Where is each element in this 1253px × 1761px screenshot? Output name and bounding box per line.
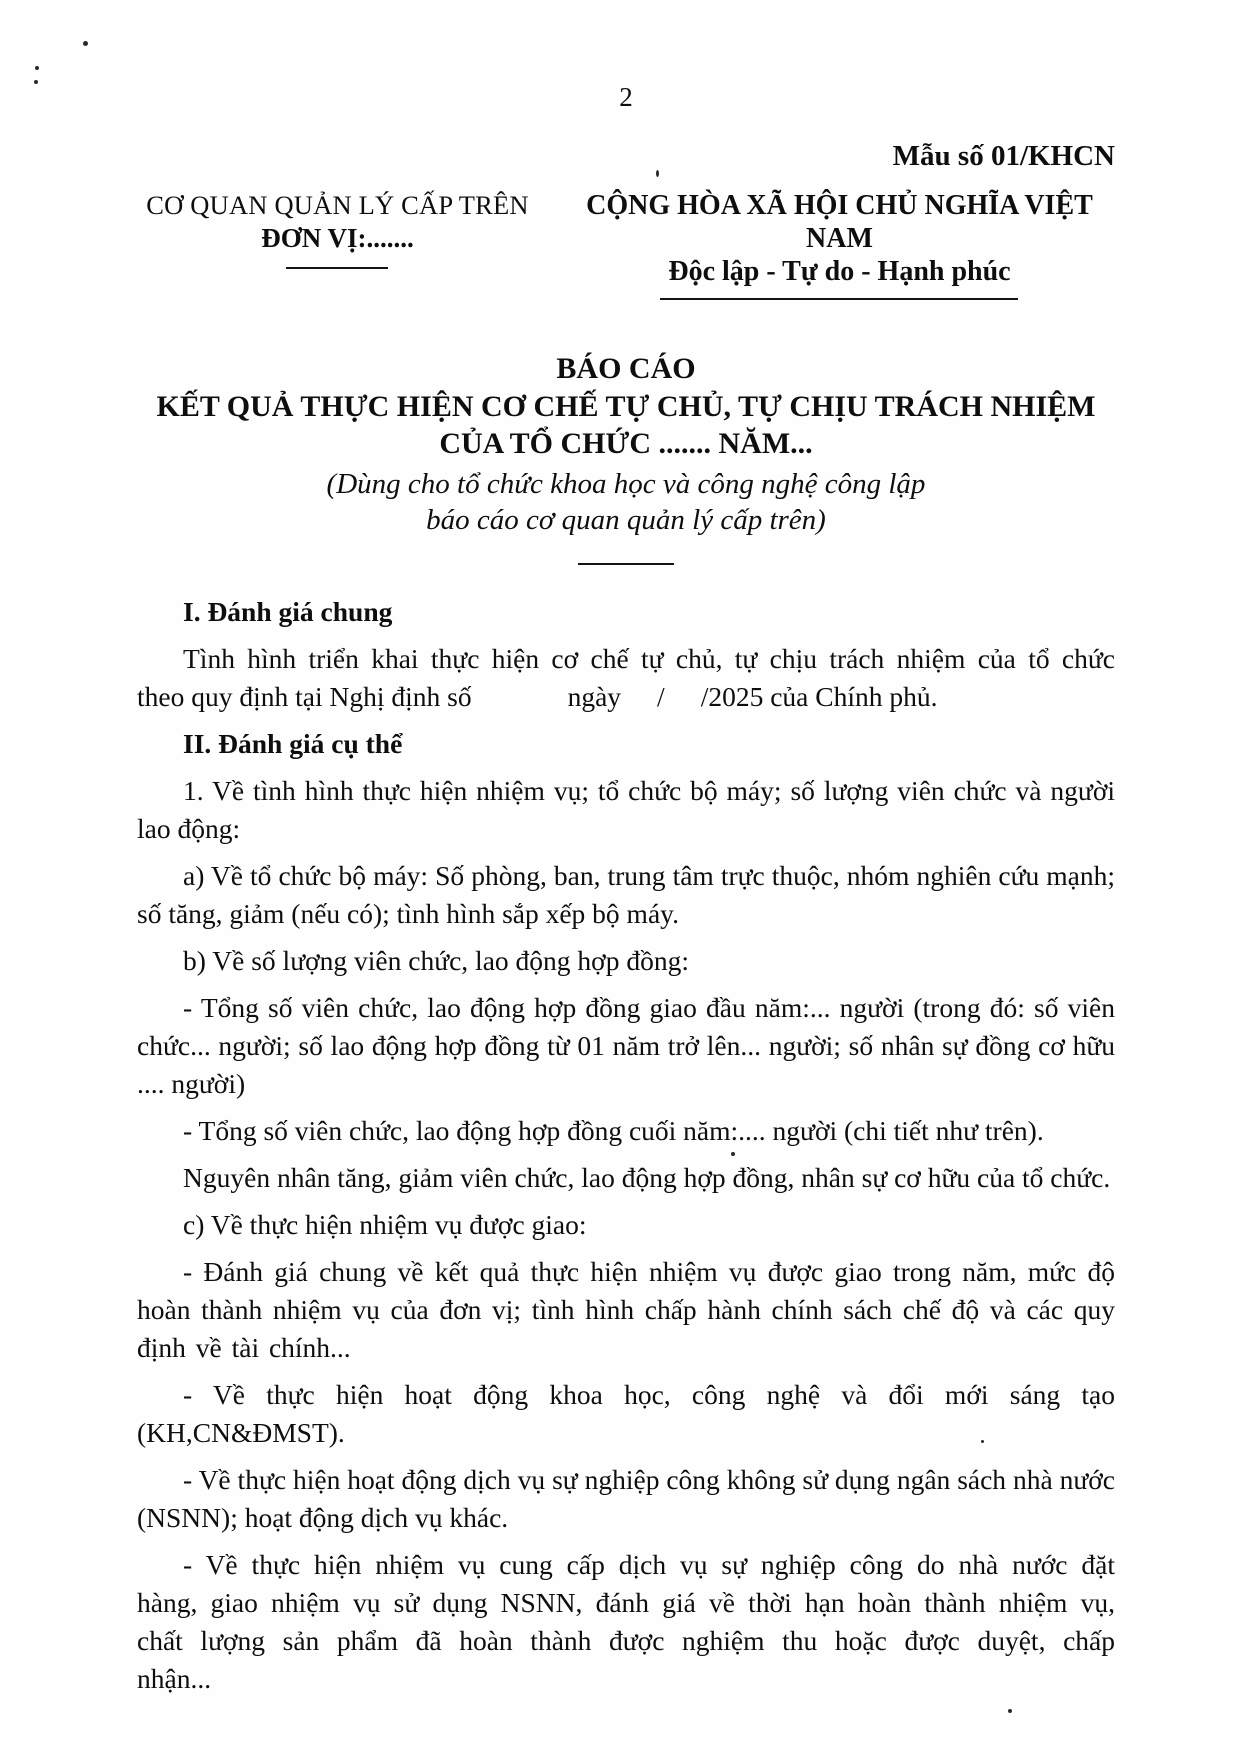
paragraph: - Tổng số viên chức, lao động hợp đồng cuối năm:.... người (chi tiết như trên).	[183, 1114, 1044, 1146]
date-slash: /	[657, 680, 665, 712]
ink-speck	[34, 80, 38, 84]
month-blank	[665, 705, 701, 706]
national-motto-line: Độc lập - Tự do - Hạnh phúc	[668, 256, 1011, 287]
ink-speck	[83, 41, 88, 46]
paragraph: - Về thực hiện hoạt động khoa học, công nghệ và đổi mới sáng tạo (KH,CN&ĐMST).	[137, 1378, 1115, 1448]
intro-line-2	[137, 678, 1115, 716]
unit-line: ĐƠN VỊ:.......	[261, 223, 414, 253]
decree-number-blank	[472, 705, 568, 706]
report-title-line1: BÁO CÁO	[556, 352, 696, 385]
page-content	[137, 0, 1115, 1707]
form-number-label: Mẫu số 01/KHCN	[892, 140, 1115, 172]
paragraph: - Đánh giá chung về kết quả thực hiện nhiệm vụ được giao trong năm, mức độ hoàn thành nhiệm vụ của đơn vị; tình hình chấp hành chính sách chế độ và các quy định về tài chính...	[137, 1255, 1115, 1363]
ink-speck	[1008, 1709, 1012, 1713]
paragraph: 1. Về tình hình thực hiện nhiệm vụ; tổ chức bộ máy; số lượng viên chức và người lao động:	[137, 774, 1115, 844]
paragraph: - Về thực hiện hoạt động dịch vụ sự nghiệp công không sử dụng ngân sách nhà nước (NSNN); hoạt động dịch vụ khác.	[137, 1463, 1115, 1533]
report-title-line3: CỦA TỔ CHỨC ....... NĂM...	[439, 427, 813, 460]
paragraph: - Về thực hiện nhiệm vụ cung cấp dịch vụ sự nghiệp công do nhà nước đặt hàng, giao nhiệm vụ sử dụng NSNN, đánh giá về thời hạn hoàn thành nhiệm vụ, chất lượng sản phẩm đã hoàn thành được nghiệm thu hoặc được duyệt, chấp nhận...	[137, 1548, 1115, 1694]
paragraph: b) Về số lượng viên chức, lao động hợp đồng:	[183, 944, 689, 976]
report-subtitle-line1: (Dùng cho tổ chức khoa học và công nghệ công lập	[326, 467, 926, 500]
section-heading-1: I. Đánh giá chung	[183, 595, 393, 627]
managing-agency-line: CƠ QUAN QUẢN LÝ CẤP TRÊN	[146, 190, 529, 220]
national-title-line: CỘNG HÒA XÃ HỘI CHỦ NGHĨA VIỆT NAM	[586, 190, 1093, 254]
paragraph: Nguyên nhân tăng, giảm viên chức, lao động hợp đồng, nhân sự cơ hữu của tổ chức.	[183, 1161, 1111, 1193]
decree-text: theo quy định tại Nghị định số	[137, 680, 472, 712]
intro-line-1: Tình hình triển khai thực hiện cơ chế tự chủ, tự chịu trách nhiệm của tổ chức	[183, 642, 1115, 674]
header-left-underline	[286, 267, 388, 269]
page-number: 2	[619, 82, 633, 112]
paragraph: - Tổng số viên chức, lao động hợp đồng giao đầu năm:... người (trong đó: số viên chức... người; số lao động hợp đồng từ 01 năm trở lên... người; số nhân sự đồng cơ hữu .... người)	[137, 991, 1115, 1099]
section-heading-2: II. Đánh giá cụ thể	[183, 727, 403, 759]
national-header-block	[538, 189, 1115, 300]
paragraph: a) Về tổ chức bộ máy: Số phòng, ban, trung tâm trực thuộc, nhóm nghiên cứu mạnh; số tăng, giảm (nếu có); tình hình sắp xếp bộ máy.	[137, 859, 1115, 929]
document-body	[137, 593, 1115, 1698]
document-title-block	[137, 350, 1115, 565]
ink-speck	[35, 66, 39, 70]
title-divider	[578, 563, 674, 565]
issuing-agency-block	[137, 189, 538, 269]
day-blank	[621, 705, 657, 706]
date-label: ngày	[567, 680, 622, 712]
document-header	[137, 189, 1115, 300]
year-text: /2025 của Chính phủ.	[700, 680, 938, 712]
header-right-underline	[660, 298, 1018, 300]
report-title-line2: KẾT QUẢ THỰC HIỆN CƠ CHẾ TỰ CHỦ, TỰ CHỊU TRÁCH NHIỆM	[156, 389, 1096, 423]
paragraph: c) Về thực hiện nhiệm vụ được giao:	[183, 1208, 587, 1240]
report-subtitle-line2: báo cáo cơ quan quản lý cấp trên)	[426, 503, 826, 536]
paragraph-intro	[137, 640, 1115, 716]
